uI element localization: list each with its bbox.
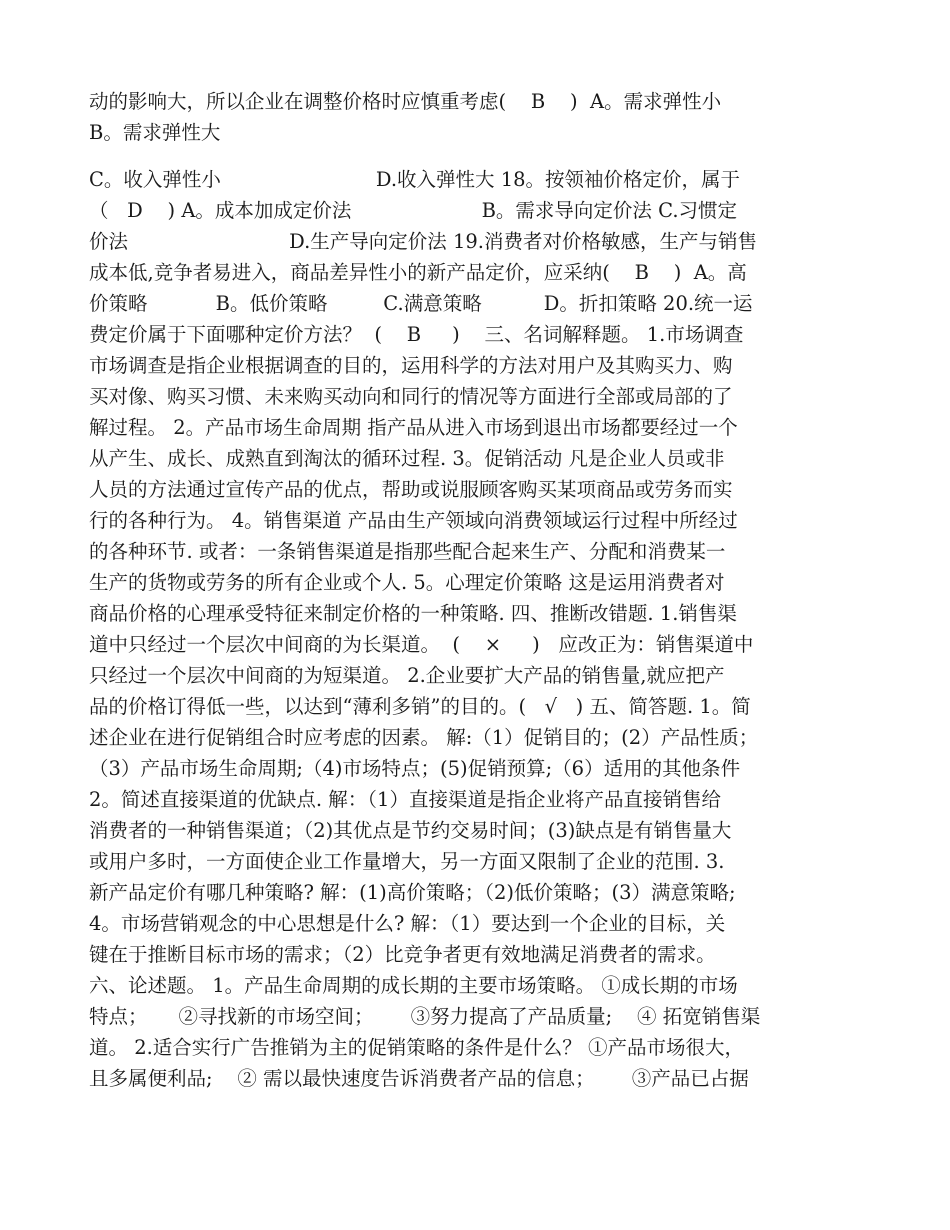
text-line: 人员的方法通过宣传产品的优点，帮助或说服顾客购买某项商品或劳务而实 (89, 478, 733, 501)
text-line: 4。市场营销观念的中心思想是什么? 解：（1）要达到一个企业的目标，关 (89, 912, 726, 935)
text-line: 动的影响大，所以企业在调整价格时应慎重考虑( B ) A。需求弹性小 (89, 90, 722, 113)
text-line: 商品价格的心理承受特征来制定价格的一种策略. 四、推断改错题. 1.销售渠 (89, 602, 737, 625)
text-line: 的各种环节. 或者：一条销售渠道是指那些配合起来生产、分配和消费某一 (89, 540, 726, 563)
text-line: 道中只经过一个层次中间商的为长渠道。 ( × ) 应改正为：销售渠道中 (89, 633, 754, 656)
text-line: 2。简述直接渠道的优缺点. 解：（1）直接渠道是指企业将产品直接销售给 (89, 788, 721, 811)
text-line: 或用户多时，一方面使企业工作量增大，另一方面又限制了企业的范围. 3. (89, 850, 725, 873)
text-line: 特点； ②寻找新的市场空间； ③努力提高了产品质量; ④ 拓宽销售渠 (89, 1005, 761, 1028)
text-line: 键在于推断目标市场的需求；（2）比竞争者更有效地满足消费者的需求。 (89, 943, 716, 966)
text-line: 市场调查是指企业根据调查的目的，运用科学的方法对用户及其购买力、购 (89, 354, 733, 377)
text-line: 买对像、购买习惯、未来购买动向和同行的情况等方面进行全部或局部的了 (89, 385, 733, 408)
text-line: 且多属便利品; ② 需以最快速度告诉消费者产品的信息； ③产品已占据 (89, 1067, 749, 1090)
text-line: C。收入弹性小 D.收入弹性大 18。按领袖价格定价，属于 (89, 168, 741, 191)
text-line: 只经过一个层次中间商的为短渠道。 2.企业要扩大产品的销售量,就应把产 (89, 664, 725, 687)
text-line: （3）产品市场生命周期;（4)市场特点；(5)促销预算;（6）适用的其他条件 (89, 757, 741, 780)
text-line: 新产品定价有哪几种策略? 解：(1)高价策略；（2)低价策略；(3）满意策略; (89, 881, 736, 904)
text-line: 成本低,竞争者易进入，商品差异性小的新产品定价，应采纳( B ) A。高 (89, 261, 747, 284)
text-line: 消费者的一种销售渠道；（2)其优点是节约交易时间；(3)缺点是有销售量大 (89, 819, 732, 842)
text-line: 价策略 B。低价策略 C.满意策略 D。折扣策略 20.统一运 (89, 292, 753, 315)
text-line: 道。 2.适合实行广告推销为主的促销策略的条件是什么？ ①产品市场很大， (89, 1036, 745, 1059)
text-line: 生产的货物或劳务的所有企业或个人. 5。心理定价策略 这是运用消费者对 (89, 571, 725, 594)
text-line: 从产生、成长、成熟直到淘汰的循环过程. 3。促销活动 凡是企业人员或非 (89, 447, 725, 470)
text-line: 品的价格订得低一些，以达到“薄利多销”的目的。( √ ) 五、简答题. 1。简 (89, 695, 751, 718)
text-line: 六、论述题。 1。产品生命周期的成长期的主要市场策略。 ①成长期的市场 (89, 974, 738, 997)
text-line: 价法 D.生产导向定价法 19.消费者对价格敏感，生产与销售 (89, 230, 758, 253)
paragraph-2 (89, 164, 869, 1094)
text-line: B。需求弹性大 (89, 121, 221, 144)
text-line: （ D ) A。成本加成定价法 B。需求导向定价法 C.习惯定 (89, 199, 738, 222)
paragraph-1 (89, 86, 869, 148)
text-line: 行的各种行为。 4。销售渠道 产品由生产领域向消费领域运行过程中所经过 (89, 509, 738, 532)
text-line: 解过程。 2。产品市场生命周期 指产品从进入市场到退出市场都要经过一个 (89, 416, 738, 439)
text-line: 述企业在进行促销组合时应考虑的因素。 解:（1）促销目的；(2）产品性质； (89, 726, 759, 749)
text-line: 费定价属于下面哪种定价方法？ ( B ) 三、名词解释题。 1.市场调查 (89, 323, 744, 346)
